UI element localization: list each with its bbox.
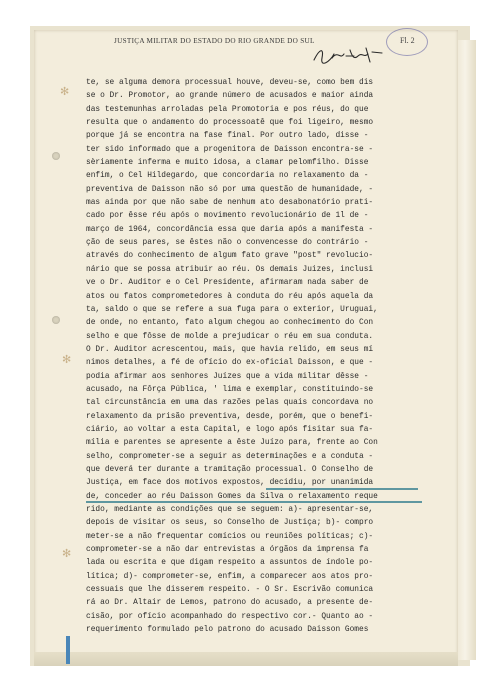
blue-tab (66, 636, 70, 664)
text-line: tal circunstância em uma das razões pelas quais concordava no (86, 398, 374, 408)
rust-stain: ✻ (62, 353, 72, 366)
text-line: através do conhecimento de algum fato grave "post" revolucio- (86, 251, 374, 261)
text-line: sèriamente inferma e muito idosa, a clamar pelomfilho. Disse (86, 158, 369, 168)
text-line: selho, comprometer-se a seguir as determinações e a conduta - (86, 451, 374, 461)
text-line: enfim, o Cel Hildegardo, que concordaria no relaxamento da - (86, 171, 369, 181)
text-line: relaxamento da prisão preventiva, desde, porém, que o benefi- (86, 411, 374, 421)
text-line: atos ou fatos comprometedores à conduta do réu após aquela da (86, 291, 374, 301)
text-line: que deverá ter durante a tramitação processual. O Conselho de (86, 464, 374, 474)
text-line: depois de visitar os seus, so Conselho de Justiça; b)- compro (86, 518, 374, 528)
text-line: rá ao Dr. Altair de Lemos, patrono do acusado, a presente de- (86, 598, 374, 608)
text-line: ve o Dr. Auditor e o Cel Presidente, afirmaram nada saber de (86, 278, 369, 288)
page-edge-strip (458, 40, 476, 660)
text-line: rido, mediante as condições que se seguem: a)- apresentar-se, (86, 505, 374, 514)
punch-hole (52, 152, 60, 160)
text-line: requerimento formulado pelo patrono do acusado Daisson Gomes (86, 625, 369, 635)
handwritten-underline (86, 501, 422, 503)
text-line: cado por êsse réu após o movimento revolucionário de 1l de - (86, 211, 369, 221)
handwritten-underline (266, 488, 418, 490)
body-text (86, 76, 430, 636)
institution-header: JUSTIÇA MILITAR DO ESTADO DO RIO GRANDE DO SUL (114, 37, 315, 45)
text-line: acusado, na Fôrça Pública, ' lima e exemplar, constituindo-se (86, 384, 374, 394)
text-line: ciário, ao voltar a esta Capital, e logo após fisitar sua fa- (86, 424, 374, 434)
text-line: comprometer-se a não dar entrevistas a órgãos da imprensa fa (86, 545, 369, 555)
text-line: preventiva de Daisson não só por uma questão de humanidade, - (86, 184, 374, 194)
text-line: porque já se encontra na fase final. Por outro lado, disse - (86, 131, 369, 141)
text-line: ter sido informado que a progenitora de Daisson encontra-se - (86, 144, 374, 154)
text-line: mília e parentes se apresente a êste Juízo para, frente ao Con (86, 438, 378, 448)
text-line: nimos detalhes, a fé de ofício do ex-oficial Daisson, e que - (86, 358, 374, 368)
handwritten-signature (310, 44, 390, 66)
text-line: ção de seus pares, se êstes não o convencesse do contrário - (86, 238, 369, 248)
text-line: se o Dr. Promotor, ao grande número de acusados e maior ainda (86, 91, 374, 101)
text-line: ta, saldo o que se refere a sua fuga para o exterior, Uruguai, (86, 304, 378, 314)
text-line: resulta que o andamento do processoatê que foi ligeiro, mesmo (86, 118, 374, 128)
text-line: cessuais que lhe disserem respeito. - O Sr. Escrivão comunica (86, 585, 374, 595)
text-line: de, conceder ao réu Daisson Gomes da Silva o relaxamento reque (86, 491, 378, 501)
text-line: podia afirmar aos senhores Juízes que a vida militar dêsse - (86, 371, 369, 381)
text-line: das testemunhas arroladas pela Promotoria e pos réus, do que (86, 104, 369, 114)
text-line: meter-se a não frequentar comícios ou reuniões políticas; c)- (86, 531, 374, 541)
circular-stamp (386, 28, 428, 56)
text-line: cisão, por ofício acompanhado do respectivo cor.- Quanto ao - (86, 611, 374, 621)
text-line: te, se alguma demora processual houve, deveu-se, como bem dis (86, 78, 374, 87)
page-number-text: Fl. 2 (400, 36, 415, 45)
text-line: lada ou escrita e que digam respeito a assuntos de índole po- (86, 558, 374, 568)
rust-stain: ✻ (62, 547, 72, 560)
text-line: lítica; d)- comprometer-se, enfim, a comparecer aos atos pro- (86, 571, 374, 581)
punch-hole (52, 316, 60, 324)
page-bottom-edge (34, 652, 458, 666)
rust-stain: ✻ (60, 85, 70, 98)
text-line: O Dr. Auditor acrescentou, mais, que havia relido, em seus mí (86, 344, 374, 354)
text-line: selho e que fôsse de molde a prejudicar o réu em sua conduta. (86, 331, 374, 341)
text-line: março de 1964, concordância essa que daria após a manifesta - (86, 224, 374, 234)
text-line: nário que se possa atribuir ao réu. Os demais Juizes, inclusi (86, 264, 374, 274)
text-line: mas ainda por que não sabe de nenhum ato desabonatório prati- (86, 198, 374, 208)
text-line: de onde, no entanto, fato algum chegou ao conhecimento do Con (86, 318, 374, 328)
text-line: Justiça, em face dos motivos expostos, decidiu, por unanimida (86, 478, 374, 488)
